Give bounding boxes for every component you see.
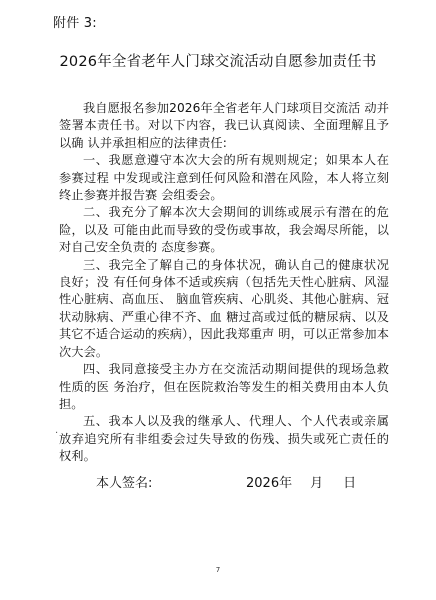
stray-mark: .	[55, 425, 59, 436]
paragraph-clause-3: 三、我完全了解自己的身体状况，确认自己的健康状况良好；没 有任何身体不适或疾病（包括先天性心脏病、风湿性心脏病、高血压、 脑血管疾病、心肌炎、其他心脏病、冠状动脉病、严重心律不齐、血 糖过高或过低的糖尿病、以及其它不适合运动的疾病），因此我郑重声 明，可以正常参加本次大会。	[59, 257, 389, 359]
signature-label: 本人签名:	[96, 476, 153, 491]
signature-date	[246, 475, 356, 493]
date-month: 月	[310, 476, 324, 491]
page-number: 7	[215, 566, 221, 574]
paragraph-clause-1: 一、我愿意遵守本次大会的所有规则规定；如果本人在参赛过程 中发现或注意到任何风险和潜在风险，本人将立刻终止参赛并报告赛 会组委会。	[59, 153, 389, 203]
paragraph-clause-4: 四、我同意接受主办方在交流活动期间提供的现场急救性质的医 务治疗，但在医院救治等发生的相关费用由本人负担。	[59, 362, 389, 411]
paragraph-clause-5: 五、我本人以及我的继承人、代理人、个人代表或亲属放弃追究所有非组委会过失导致的伤残、损失或死亡责任的权利。	[59, 414, 389, 464]
date-day: 日	[343, 476, 357, 491]
paragraph-clause-2: 二、我充分了解本次大会期间的训练或展示有潜在的危险，以及 可能由此而导致的受伤或事故，我会竭尽所能，以对自己安全负责的 态度参赛。	[59, 205, 389, 255]
paragraph-intro: 我自愿报名参加2026年全省老年人门球项目交流活 动并签署本责任书。对以下内容，我已认真阅读、全面理解且予以确 认并承担相应的法律责任:	[59, 101, 389, 150]
document-body	[59, 100, 389, 466]
attachment-label: 附件 3:	[53, 16, 97, 31]
date-year: 2026年	[246, 476, 293, 491]
document-title: 2026年全省老年人门球交流活动自愿参加责任书	[59, 54, 377, 70]
